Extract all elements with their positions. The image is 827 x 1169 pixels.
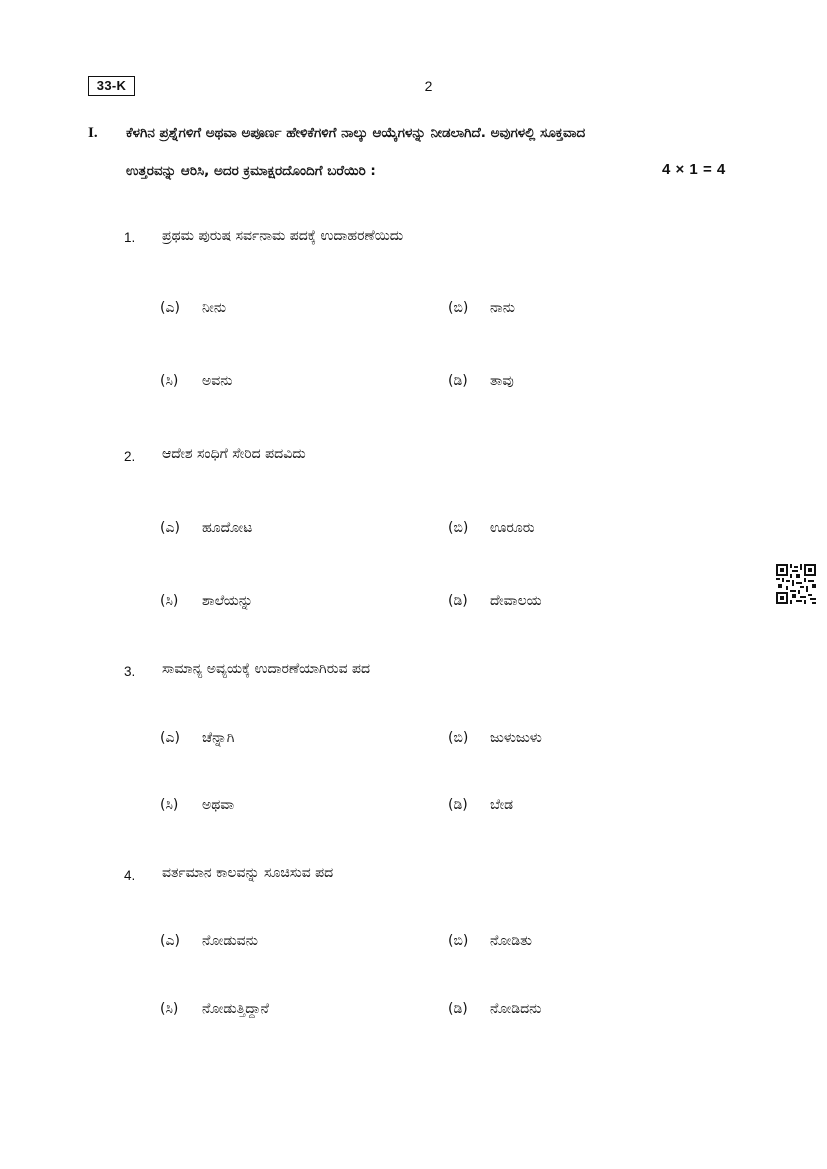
option-c (160, 1001, 269, 1017)
option-label: (ಬಿ) (448, 300, 469, 316)
option-label: (ಎ) (160, 730, 180, 746)
option-d (448, 1001, 541, 1017)
option-a (160, 933, 258, 949)
option-d (448, 593, 542, 609)
page-number: 2 (424, 78, 433, 94)
option-text: ನೀನು (202, 300, 227, 316)
option-label: (ಡಿ) (448, 797, 468, 813)
option-label: (ಡಿ) (448, 1001, 468, 1017)
question-text: ವರ್ತಮಾನ ಕಾಲವನ್ನು ಸೂಚಿಸುವ ಪದ (162, 865, 334, 881)
option-label: (ಸಿ) (160, 373, 179, 389)
qr-code-icon (776, 564, 816, 604)
option-text: ಶಾಲೆಯನ್ನು (202, 593, 253, 609)
question-number: 2. (124, 449, 136, 464)
option-a (160, 300, 226, 316)
option-label: (ಡಿ) (448, 593, 468, 609)
option-text: ಊರೂರು (490, 520, 535, 536)
section-marker: I. (88, 125, 98, 141)
option-label: (ಸಿ) (160, 593, 179, 609)
section-marks: 4 × 1 = 4 (662, 161, 726, 178)
question-number: 3. (124, 664, 136, 679)
option-a (160, 520, 252, 536)
option-label: (ಎ) (160, 300, 180, 316)
option-text: ಅವನು (202, 373, 233, 389)
option-c (160, 373, 232, 389)
option-text: ಬೇಡ (490, 797, 514, 813)
option-label: (ಎ) (160, 933, 180, 949)
option-b (448, 300, 515, 316)
option-text: ದೇವಾಲಯ (490, 593, 542, 609)
option-d (448, 797, 513, 813)
option-text: ಚೆನ್ನಾಗಿ (202, 730, 235, 746)
question-text: ಸಾಮಾನ್ಯ ಅವ್ಯಯಕ್ಕೆ ಉದಾರಣೆಯಾಗಿರುವ ಪದ (162, 661, 371, 677)
option-a (160, 730, 234, 746)
option-text: ನೋಡುವನು (202, 933, 258, 949)
option-text: ನಾನು (490, 300, 515, 316)
option-text: ನೋಡುತ್ತಿದ್ದಾನೆ (202, 1001, 269, 1017)
option-b (448, 730, 542, 746)
section-instruction-line-2: ಉತ್ತರವನ್ನು ಆರಿಸಿ, ಅದರ ಕ್ರಮಾಕ್ಷರದೊಂದಿಗೆ ಬರೆಯಿರಿ : (126, 163, 376, 179)
option-c (160, 797, 234, 813)
option-text: ಅಥವಾ (202, 797, 235, 813)
option-label: (ಸಿ) (160, 797, 179, 813)
option-text: ನೋಡಿದನು (490, 1001, 542, 1017)
option-b (448, 520, 535, 536)
question-number: 1. (124, 230, 136, 245)
option-c (160, 593, 253, 609)
option-label: (ಎ) (160, 520, 180, 536)
question-text: ಆದೇಶ ಸಂಧಿಗೆ ಸೇರಿದ ಪದವಿದು (162, 446, 306, 462)
option-text: ಹೂದೋಟ (202, 520, 253, 536)
option-label: (ಬಿ) (448, 933, 469, 949)
option-d (448, 373, 514, 389)
question-number: 4. (124, 868, 136, 883)
option-b (448, 933, 532, 949)
option-label: (ಬಿ) (448, 520, 469, 536)
option-label: (ಬಿ) (448, 730, 469, 746)
option-text: ತಾವು (490, 373, 514, 389)
option-text: ಜುಳುಜುಳು (490, 730, 542, 746)
option-label: (ಡಿ) (448, 373, 468, 389)
option-text: ನೋಡಿತು (490, 933, 532, 949)
paper-code-box: 33-K (88, 76, 135, 96)
option-label: (ಸಿ) (160, 1001, 179, 1017)
section-instruction-line-1: ಕೆಳಗಿನ ಪ್ರಶ್ನೆಗಳಿಗೆ ಅಥವಾ ಅಪೂರ್ಣ ಹೇಳಿಕೆಗಳಿಗೆ ನಾಲ್ಕು ಆಯ್ಕೆಗಳನ್ನು ನೀಡಲಾಗಿದೆ. ಅವುಗಳಲ್ಲಿ ಸೂಕ್ತವಾದ (126, 125, 586, 141)
question-text: ಪ್ರಥಮ ಪುರುಷ ಸರ್ವನಾಮ ಪದಕ್ಕೆ ಉದಾಹರಣೆಯಿದು (162, 228, 404, 244)
